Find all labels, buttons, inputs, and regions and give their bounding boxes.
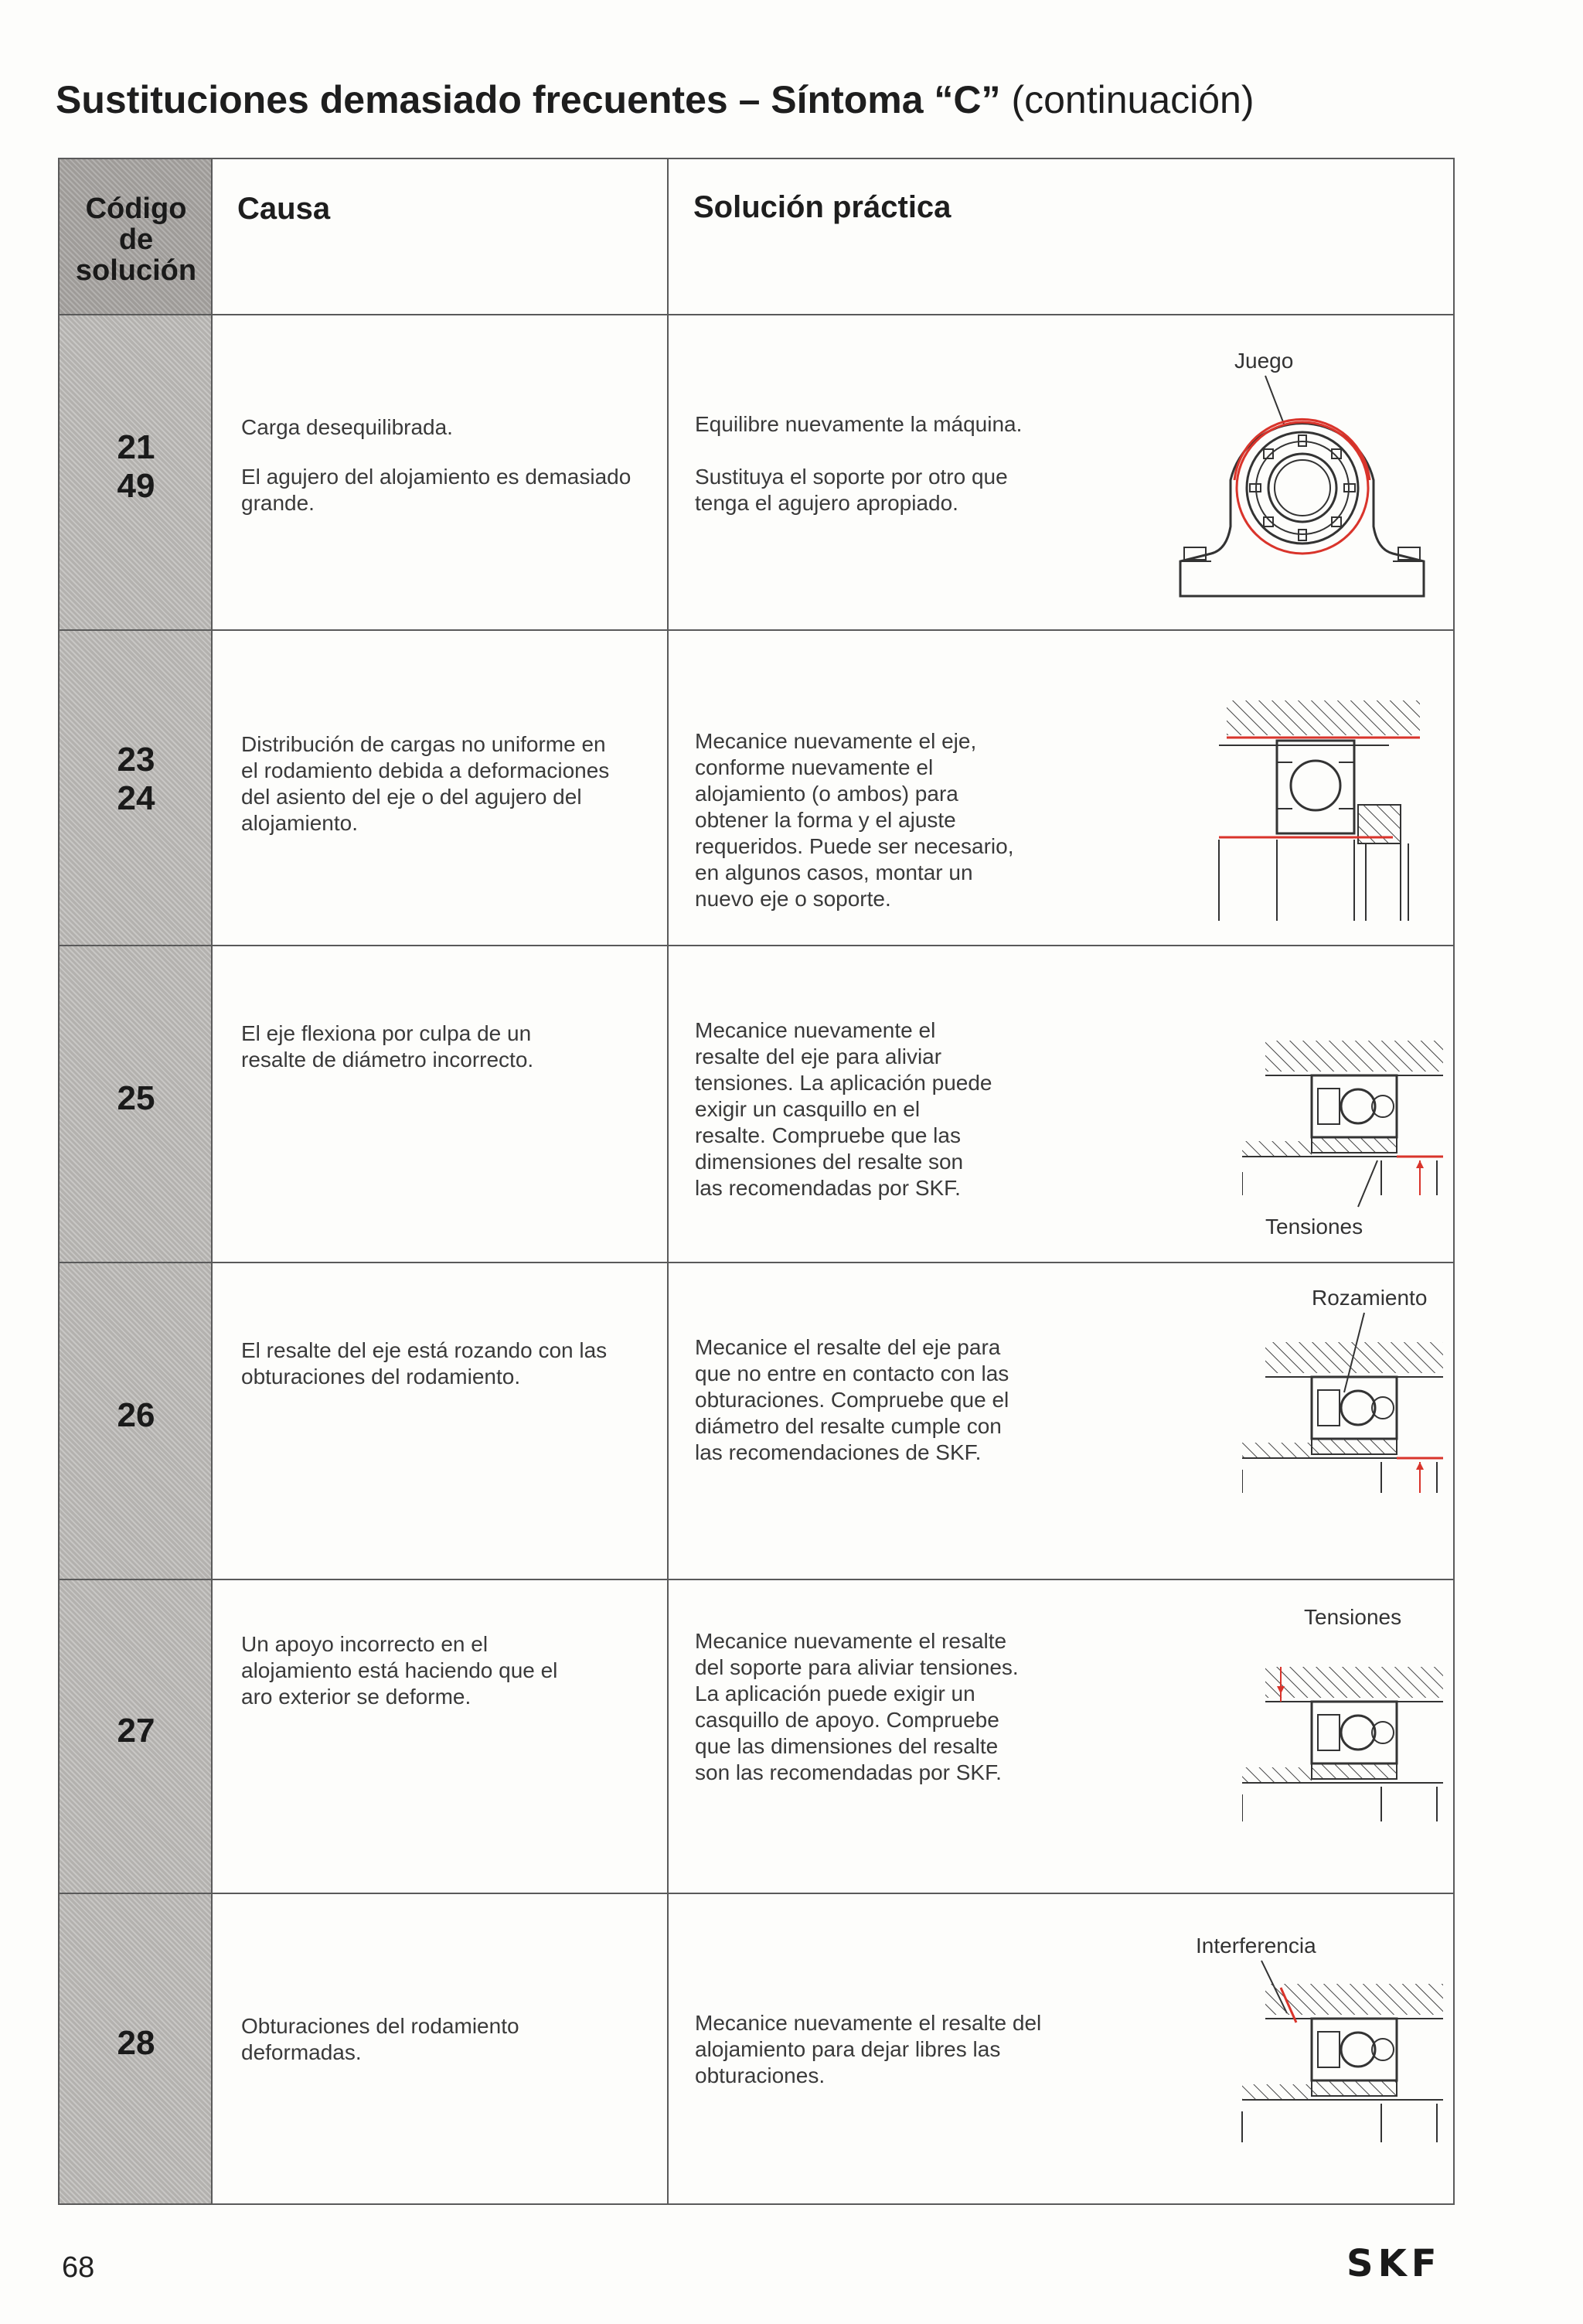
row-code: 28 — [117, 2024, 155, 2062]
figure-label: Tensiones — [1265, 1215, 1363, 1239]
figure-label: Rozamiento — [1312, 1286, 1428, 1310]
solutions-table — [58, 158, 1455, 2205]
shaft-shoulder-figure — [1242, 1033, 1459, 1242]
row-code: 26 — [117, 1396, 155, 1434]
seal-interference-figure — [1196, 1922, 1451, 2154]
row-cause: Obturaciones del rodamiento deformadas. — [241, 2014, 519, 2064]
row-code: 23 24 — [117, 741, 155, 817]
housing-support-figure — [1242, 1593, 1459, 1825]
header-solution: Solución práctica — [693, 190, 952, 224]
row-cause: El resalte del eje está rozando con las obturaciones del rodamiento. — [241, 1338, 608, 1389]
row-code: 27 — [117, 1712, 155, 1750]
row-solution: Mecanice el resalte del eje para que no entre en contacto con las obturaciones. Compruebe que el diámetro del resalte cumple con las recomendaciones de SKF. — [695, 1335, 1009, 1464]
page-title — [56, 77, 1254, 122]
row-code: 25 — [117, 1079, 155, 1117]
header-code: Código de solución — [75, 193, 197, 287]
row-code: 21 49 — [117, 428, 155, 505]
row-cause: El eje flexiona por culpa de un resalte de diámetro incorrecto. — [241, 1021, 534, 1072]
figure-label: Tensiones — [1304, 1605, 1402, 1629]
page-number: 68 — [62, 2251, 95, 2284]
row-solution: Mecanice nuevamente el resalte del soporte para aliviar tensiones. La aplicación puede exigir un casquillo de apoyo. Compruebe que las dimensiones del resalte son las recomendadas por SKF. — [695, 1629, 1019, 1784]
row-cause: Distribución de cargas no uniforme en el rodamiento debida a deformaciones del asiento del eje o del agujero del alojamiento. — [241, 732, 610, 835]
row-solution: Mecanice nuevamente el eje, conforme nuevamente el alojamiento (o ambos) para obtener la forma y el ajuste requeridos. Puede ser necesario, en algunos casos, montar un nuevo eje o soporte. — [695, 729, 1014, 911]
title-main: Sustituciones demasiado frecuentes – Síntoma “C” — [56, 78, 1001, 121]
row-solution: Mecanice nuevamente el resalte del eje para aliviar tensiones. La aplicación puede exigir un casquillo en el resalte. Compruebe que las dimensiones del resalte son las recomendadas por SKF. — [695, 1018, 992, 1200]
figure-label: Juego — [1234, 349, 1294, 373]
seal-rubbing-figure — [1242, 1273, 1459, 1497]
figure-label: Interferencia — [1196, 1934, 1316, 1958]
row-solution: Mecanice nuevamente el resalte del alojamiento para dejar libres las obturaciones. — [695, 2011, 1042, 2087]
title-sub: (continuación) — [1011, 78, 1254, 121]
pillow-block-bearing-figure — [1157, 345, 1451, 608]
header-cause: Causa — [237, 192, 331, 226]
row-cause: Un apoyo incorrecto en el alojamiento está haciendo que el aro exterior se deforme. — [241, 1632, 558, 1709]
row-solution: Equilibre nuevamente la máquina. Sustituya el soporte por otro que tenga el agujero apropiado. — [695, 412, 1023, 515]
shaft-housing-figure — [1203, 685, 1435, 925]
skf-logo: SKF — [1346, 2242, 1442, 2285]
row-cause: Carga desequilibrada. El agujero del alojamiento es demasiado grande. — [241, 415, 631, 515]
